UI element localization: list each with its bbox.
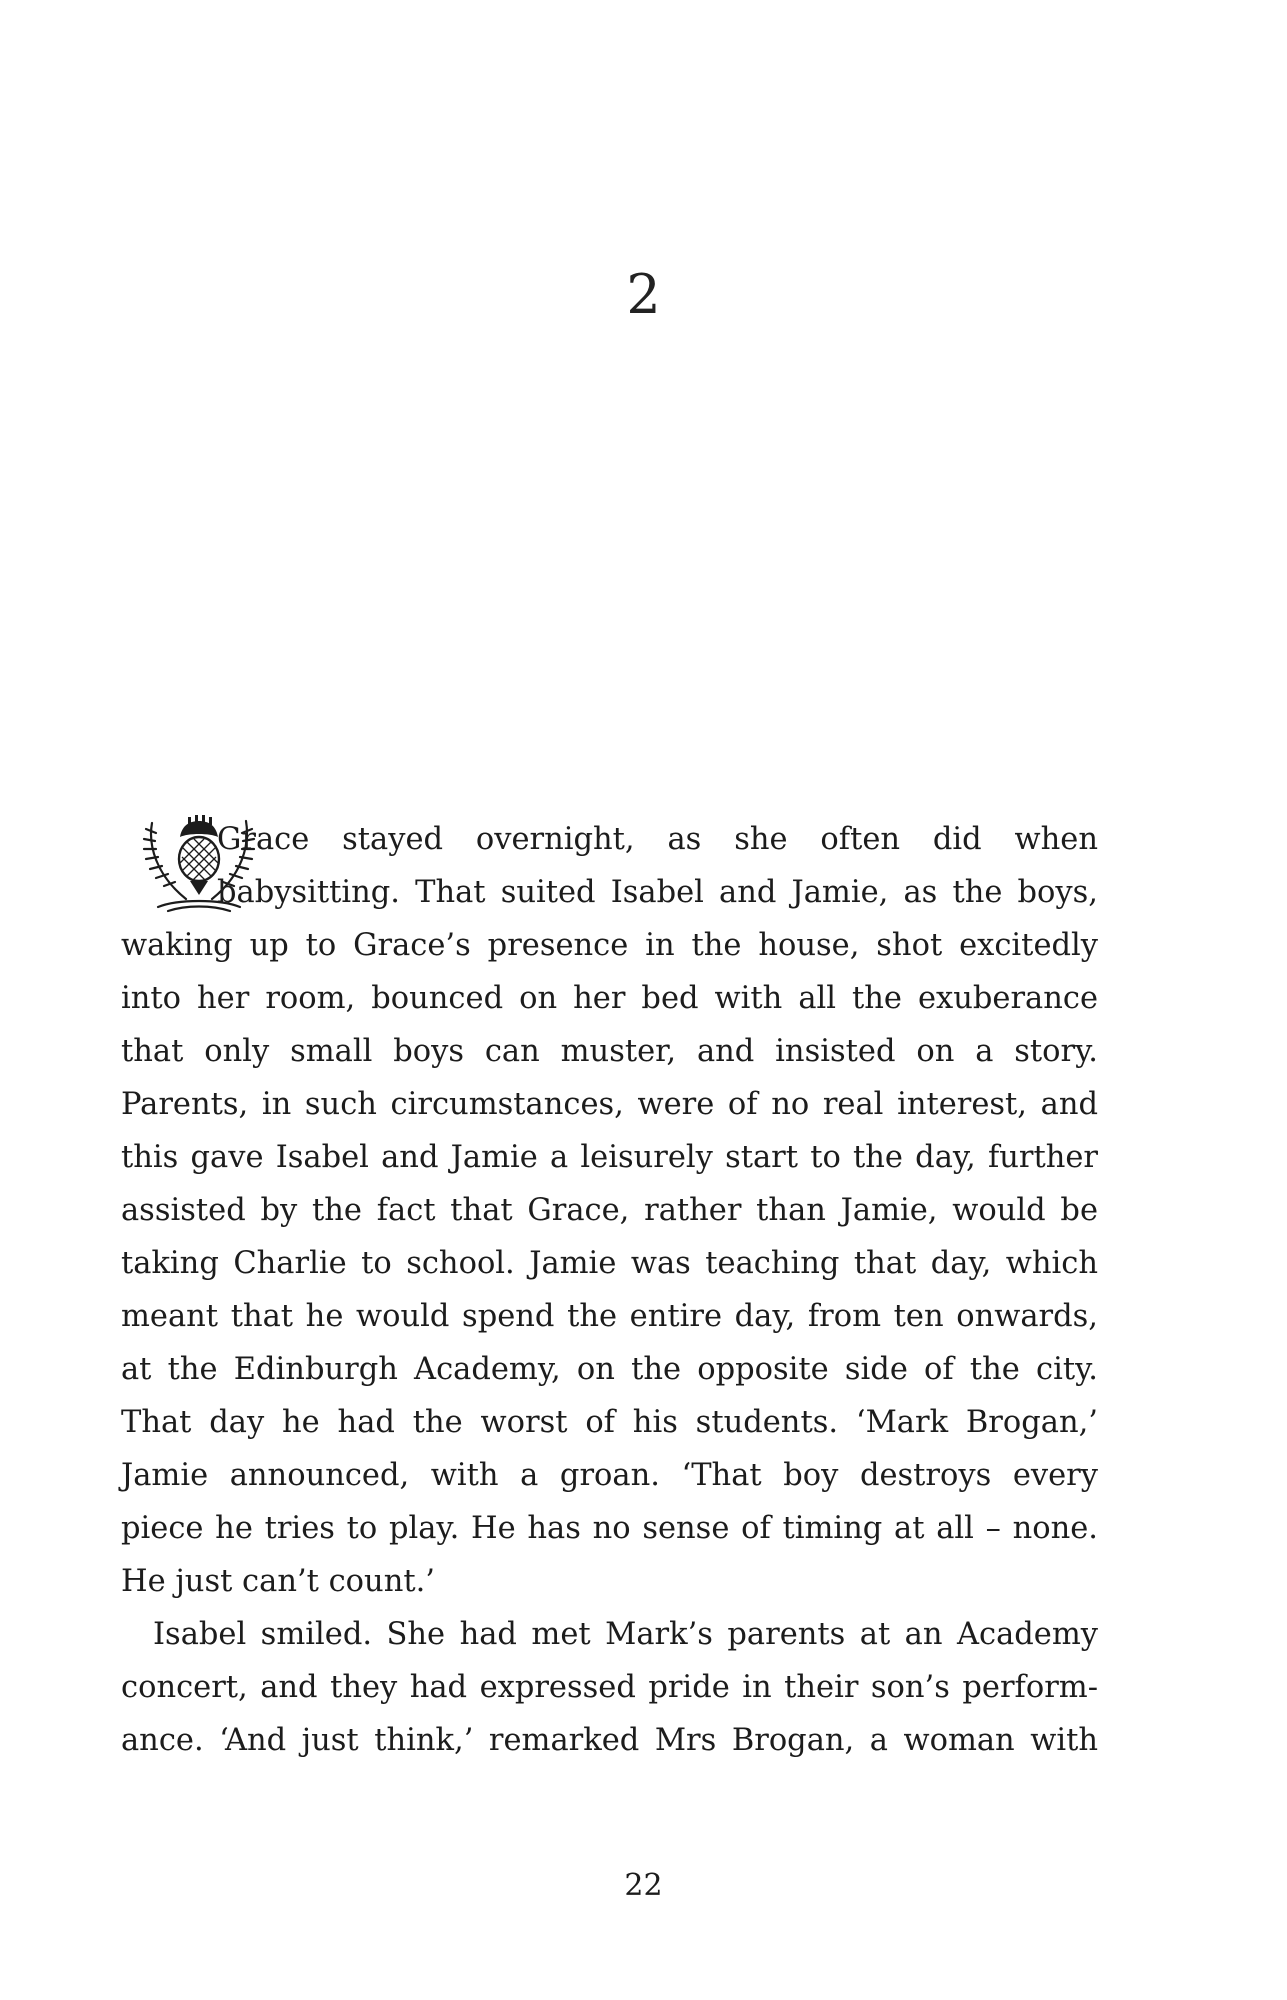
text-line: concert, and they had expressed pride in their son’s perform- (121, 1670, 1098, 1705)
text-line: Isabel smiled. She had met Mark’s parents at an Academy (153, 1617, 1098, 1652)
text-line: waking up to Grace’s presence in the house, shot excitedly (121, 928, 1098, 963)
text-line: Jamie announced, with a groan. ‘That boy destroys every (121, 1458, 1098, 1493)
text-line: piece he tries to play. He has no sense of timing at all – none. (121, 1511, 1098, 1546)
text-line: babysitting. That suited Isabel and Jamie, as the boys, (217, 875, 1098, 910)
text-line: at the Edinburgh Academy, on the opposite side of the city. (121, 1352, 1098, 1387)
text-line: that only small boys can muster, and insisted on a story. (121, 1034, 1098, 1069)
chapter-number: 2 (626, 263, 661, 326)
text-line: That day he had the worst of his students. ‘Mark Brogan,’ (121, 1405, 1098, 1440)
text-line: taking Charlie to school. Jamie was teaching that day, which (121, 1246, 1098, 1281)
page-number: 22 (624, 1868, 663, 1903)
text-line: this gave Isabel and Jamie a leisurely start to the day, further (121, 1140, 1098, 1175)
text-line: ance. ‘And just think,’ remarked Mrs Brogan, a woman with (121, 1723, 1098, 1758)
text-line: Parents, in such circumstances, were of no real interest, and (121, 1087, 1098, 1122)
text-line: Grace stayed overnight, as she often did when (217, 822, 1098, 857)
text-line: into her room, bounced on her bed with all the exuberance (121, 981, 1098, 1016)
text-line: meant that he would spend the entire day, from ten onwards, (121, 1299, 1098, 1334)
text-line: He just can’t count.’ (121, 1564, 435, 1599)
text-line: assisted by the fact that Grace, rather than Jamie, would be (121, 1193, 1098, 1228)
